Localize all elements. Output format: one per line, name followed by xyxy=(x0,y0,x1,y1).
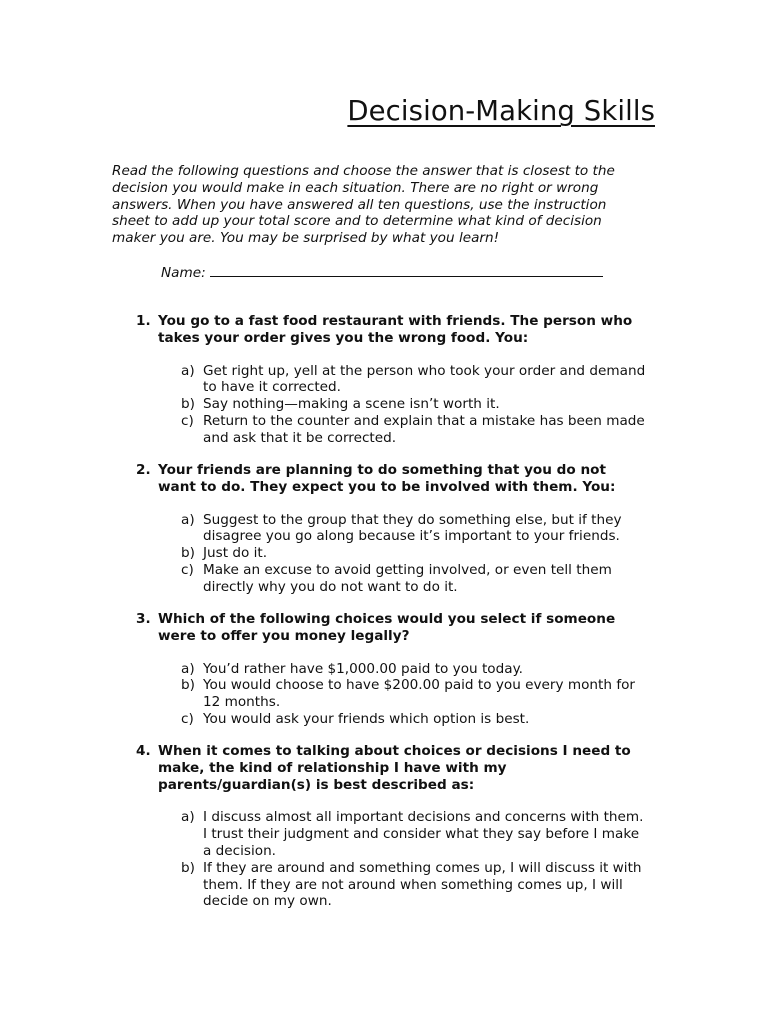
option-line: You would ask your friends which option is best. xyxy=(203,710,530,727)
option-letter: a) xyxy=(181,660,195,677)
option-text xyxy=(203,413,671,447)
option-line: them. If they are not around when something comes up, I will xyxy=(203,876,623,893)
instructions-paragraph xyxy=(112,163,657,247)
option-text xyxy=(203,661,671,678)
question-line: Which of the following choices would you select if someone xyxy=(158,611,616,627)
option-line: Just do it. xyxy=(203,545,268,562)
question-number: 4. xyxy=(136,743,151,759)
question-number: 2. xyxy=(136,462,151,478)
option-line: I discuss almost all important decisions and concerns with them. xyxy=(203,809,644,826)
option-text xyxy=(203,860,671,910)
option-letter: b) xyxy=(181,396,195,413)
option-line: I trust their judgment and consider what they say before I make xyxy=(203,826,640,843)
option-text xyxy=(203,512,671,546)
option-text xyxy=(203,711,671,728)
question-text xyxy=(158,611,671,645)
option-line: You’d rather have $1,000.00 paid to you today. xyxy=(203,660,524,677)
answer-option-b[interactable] xyxy=(181,545,671,562)
option-letter: a) xyxy=(181,362,195,379)
option-letter: c) xyxy=(181,710,194,727)
question-heading xyxy=(131,611,671,645)
answer-options xyxy=(181,512,671,596)
instructions-line: Read the following questions and choose the answer that is closest to the xyxy=(112,163,615,179)
question-line: were to offer you money legally? xyxy=(158,627,410,644)
question-line: When it comes to talking about choices or decisions I need to xyxy=(158,743,631,759)
answer-option-c[interactable] xyxy=(181,413,671,447)
option-line: You would choose to have $200.00 paid to you every month for xyxy=(203,677,636,694)
answer-option-b[interactable] xyxy=(181,860,671,910)
option-line: and ask that it be corrected. xyxy=(203,429,397,446)
question-text xyxy=(158,313,671,347)
option-line: 12 months. xyxy=(203,694,281,711)
option-letter: b) xyxy=(181,859,195,876)
option-line: Say nothing—making a scene isn’t worth it. xyxy=(203,396,500,413)
option-text xyxy=(203,545,671,562)
name-blank-line[interactable] xyxy=(210,263,603,277)
question-line: Your friends are planning to do something that you do not xyxy=(158,462,606,478)
question-1 xyxy=(131,313,671,447)
option-text xyxy=(203,809,671,859)
question-line: make, the kind of relationship I have with my xyxy=(158,759,507,776)
name-field xyxy=(161,263,603,282)
option-line: Return to the counter and explain that a mistake has been made xyxy=(203,412,645,429)
option-text xyxy=(203,396,671,413)
option-letter: a) xyxy=(181,511,195,528)
option-line: a decision. xyxy=(203,842,277,859)
option-line: decide on my own. xyxy=(203,893,332,910)
option-letter: b) xyxy=(181,545,195,562)
instructions-line: maker you are. You may be surprised by what you learn! xyxy=(112,230,500,247)
question-heading xyxy=(131,313,671,347)
question-number: 1. xyxy=(136,313,151,329)
question-number: 3. xyxy=(136,611,151,627)
question-line: want to do. They expect you to be involved with them. You: xyxy=(158,478,616,495)
instructions-line: sheet to add up your total score and to determine what kind of decision xyxy=(112,213,602,230)
option-line: disagree you go along because it’s important to your friends. xyxy=(203,528,620,545)
answer-options xyxy=(181,809,671,910)
question-line: parents/guardian(s) is best described as: xyxy=(158,776,475,793)
option-line: directly why you do not want to do it. xyxy=(203,578,458,595)
answer-option-a[interactable] xyxy=(181,661,671,678)
instructions-line: decision you would make in each situation. There are no right or wrong xyxy=(112,179,599,196)
question-text xyxy=(158,462,671,496)
page-title: Decision-Making Skills xyxy=(347,95,655,127)
question-heading xyxy=(131,743,671,793)
answer-option-a[interactable] xyxy=(181,512,671,546)
name-label: Name: xyxy=(161,265,206,281)
option-line: If they are around and something comes up, I will discuss it with xyxy=(203,859,642,876)
answer-options xyxy=(181,661,671,728)
option-text xyxy=(203,562,671,596)
question-4 xyxy=(131,743,671,910)
answer-option-a[interactable] xyxy=(181,809,671,859)
instructions-line: answers. When you have answered all ten questions, use the instruction xyxy=(112,196,607,213)
answer-option-b[interactable] xyxy=(181,396,671,413)
option-letter: c) xyxy=(181,412,194,429)
answer-options xyxy=(181,363,671,447)
option-line: Get right up, yell at the person who took your order and demand xyxy=(203,362,646,379)
question-text xyxy=(158,743,671,793)
option-letter: c) xyxy=(181,561,194,578)
question-line: takes your order gives you the wrong food. You: xyxy=(158,329,529,346)
option-letter: a) xyxy=(181,809,195,826)
option-letter: b) xyxy=(181,677,195,694)
option-text xyxy=(203,363,671,397)
answer-option-c[interactable] xyxy=(181,562,671,596)
option-text xyxy=(203,677,671,711)
question-2 xyxy=(131,462,671,596)
question-3 xyxy=(131,611,671,728)
question-heading xyxy=(131,462,671,496)
answer-option-b[interactable] xyxy=(181,677,671,711)
option-line: Suggest to the group that they do something else, but if they xyxy=(203,511,622,528)
option-line: Make an excuse to avoid getting involved, or even tell them xyxy=(203,561,612,578)
answer-option-a[interactable] xyxy=(181,363,671,397)
answer-option-c[interactable] xyxy=(181,711,671,728)
question-line: You go to a fast food restaurant with friends. The person who xyxy=(158,313,633,329)
option-line: to have it corrected. xyxy=(203,379,341,396)
